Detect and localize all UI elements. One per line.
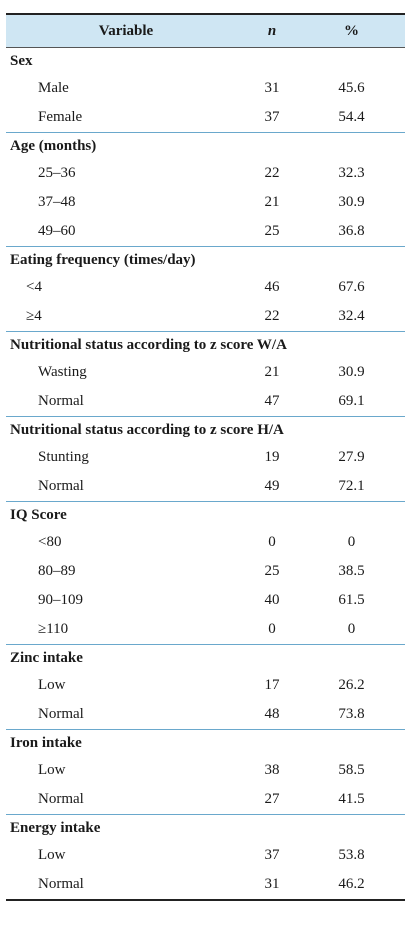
row-percent: 30.9 bbox=[338, 364, 365, 380]
table-group bbox=[6, 48, 405, 133]
row-label: Male bbox=[38, 80, 69, 96]
row-label: ≥4 bbox=[26, 308, 42, 324]
table-row bbox=[6, 74, 405, 103]
row-label: Female bbox=[38, 109, 83, 125]
row-n: 31 bbox=[264, 876, 280, 892]
row-n: 0 bbox=[268, 621, 276, 637]
row-percent: 0 bbox=[347, 621, 356, 637]
table-row bbox=[6, 387, 405, 416]
table-row bbox=[6, 841, 405, 870]
table-row bbox=[6, 273, 405, 302]
table-row bbox=[6, 671, 405, 700]
row-percent: 53.8 bbox=[338, 847, 365, 863]
group-title: Nutritional status according to z score H/A bbox=[10, 422, 284, 438]
table-row bbox=[6, 188, 405, 217]
table-row bbox=[6, 103, 405, 132]
table-row bbox=[6, 443, 405, 472]
row-label: 37–48 bbox=[38, 194, 76, 210]
row-n: 21 bbox=[264, 364, 280, 380]
row-percent: 38.5 bbox=[338, 563, 365, 579]
row-n: 22 bbox=[264, 308, 280, 324]
header-n: n bbox=[267, 22, 277, 39]
header-variable: Variable bbox=[98, 22, 154, 39]
row-percent: 26.2 bbox=[338, 677, 365, 693]
row-label: 80–89 bbox=[38, 563, 76, 579]
row-percent: 41.5 bbox=[338, 791, 365, 807]
row-label: <4 bbox=[26, 279, 42, 295]
row-n: 46 bbox=[264, 279, 280, 295]
row-percent: 30.9 bbox=[338, 194, 365, 210]
row-percent: 54.4 bbox=[338, 109, 365, 125]
row-label: Normal bbox=[38, 876, 84, 892]
row-percent: 27.9 bbox=[338, 449, 365, 465]
table-group bbox=[6, 502, 405, 645]
table-row bbox=[6, 700, 405, 729]
group-title: Sex bbox=[10, 53, 33, 69]
table-row bbox=[6, 302, 405, 331]
group-title: Zinc intake bbox=[10, 650, 83, 666]
row-label: <80 bbox=[38, 534, 62, 550]
row-label: 90–109 bbox=[38, 592, 83, 608]
row-n: 19 bbox=[264, 449, 280, 465]
row-percent: 45.6 bbox=[338, 80, 365, 96]
table-body bbox=[6, 48, 405, 901]
row-percent: 69.1 bbox=[338, 393, 365, 409]
row-percent: 36.8 bbox=[338, 223, 365, 239]
table-row bbox=[6, 217, 405, 246]
row-n: 49 bbox=[264, 478, 280, 494]
row-label: Wasting bbox=[38, 364, 87, 380]
table-row bbox=[6, 159, 405, 188]
group-title: IQ Score bbox=[10, 507, 67, 523]
table-row bbox=[6, 615, 405, 644]
table-group bbox=[6, 730, 405, 815]
row-label: Low bbox=[38, 847, 66, 863]
row-label: ≥110 bbox=[38, 621, 69, 637]
row-n: 22 bbox=[264, 165, 280, 181]
row-n: 27 bbox=[264, 791, 280, 807]
row-label: Low bbox=[38, 762, 66, 778]
top-strip bbox=[0, 0, 406, 12]
table-header bbox=[6, 13, 405, 48]
table-group bbox=[6, 645, 405, 730]
row-n: 37 bbox=[264, 847, 280, 863]
group-title: Nutritional status according to z score W/A bbox=[10, 337, 287, 353]
row-label: 49–60 bbox=[38, 223, 76, 239]
row-n: 0 bbox=[268, 534, 276, 550]
row-percent: 73.8 bbox=[338, 706, 365, 722]
header-percent: % bbox=[344, 22, 359, 39]
row-n: 48 bbox=[264, 706, 280, 722]
row-n: 37 bbox=[264, 109, 280, 125]
table-group bbox=[6, 247, 405, 332]
group-title: Age (months) bbox=[10, 138, 97, 154]
table-group bbox=[6, 417, 405, 502]
table-row bbox=[6, 472, 405, 501]
row-percent: 67.6 bbox=[338, 279, 365, 295]
row-percent: 58.5 bbox=[338, 762, 365, 778]
row-label: Normal bbox=[38, 791, 84, 807]
row-percent: 46.2 bbox=[338, 876, 365, 892]
row-label: Normal bbox=[38, 478, 84, 494]
table-group bbox=[6, 133, 405, 247]
table-row bbox=[6, 756, 405, 785]
table-row bbox=[6, 557, 405, 586]
row-label: Stunting bbox=[38, 449, 89, 465]
group-title: Iron intake bbox=[10, 735, 82, 751]
table-row bbox=[6, 870, 405, 899]
row-n: 25 bbox=[264, 563, 280, 579]
row-n: 47 bbox=[264, 393, 280, 409]
group-title: Energy intake bbox=[10, 820, 101, 836]
row-label: Low bbox=[38, 677, 66, 693]
characteristics-table bbox=[6, 13, 405, 901]
row-n: 31 bbox=[264, 80, 280, 96]
row-percent: 61.5 bbox=[338, 592, 365, 608]
row-label: 25–36 bbox=[38, 165, 76, 181]
row-n: 17 bbox=[264, 677, 280, 693]
row-n: 38 bbox=[264, 762, 280, 778]
row-percent: 72.1 bbox=[338, 478, 365, 494]
row-percent: 0 bbox=[347, 534, 356, 550]
table-row bbox=[6, 358, 405, 387]
row-percent: 32.4 bbox=[338, 308, 365, 324]
row-n: 40 bbox=[264, 592, 280, 608]
table-row bbox=[6, 528, 405, 557]
row-n: 25 bbox=[264, 223, 280, 239]
table-row bbox=[6, 586, 405, 615]
row-label: Normal bbox=[38, 393, 84, 409]
table-group bbox=[6, 332, 405, 417]
group-title: Eating frequency (times/day) bbox=[10, 252, 196, 268]
table-group bbox=[6, 815, 405, 901]
table-row bbox=[6, 785, 405, 814]
row-percent: 32.3 bbox=[338, 165, 365, 181]
row-label: Normal bbox=[38, 706, 84, 722]
row-n: 21 bbox=[264, 194, 280, 210]
